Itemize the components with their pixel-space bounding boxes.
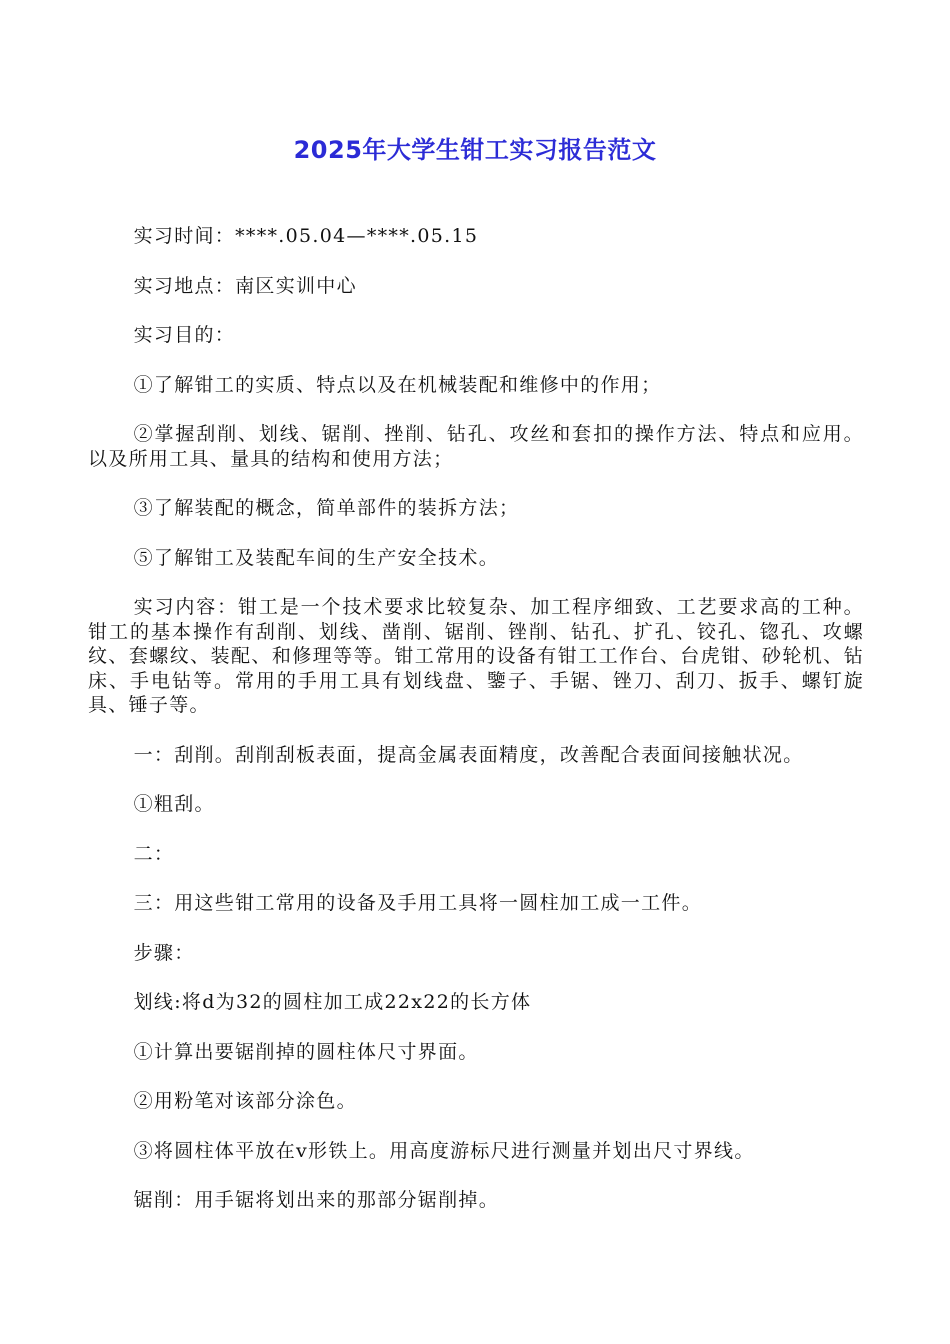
- paragraph-section-one: 一：刮削。刮削刮板表面，提高金属表面精度，改善配合表面间接触状况。: [133, 743, 804, 766]
- paragraph-purpose-3: ③了解装配的概念，简单部件的装拆方法；: [133, 497, 520, 519]
- paragraph-step-1: ①计算出要锯削掉的圆柱体尺寸界面。: [133, 1040, 479, 1063]
- paragraph-section-three: 三：用这些钳工常用的设备及手用工具将一圆柱加工成一工件。: [133, 892, 702, 914]
- paragraph-internship-location: 实习地点：南区实训中心: [133, 274, 357, 297]
- paragraph-internship-purpose: 实习目的：: [133, 324, 236, 346]
- paragraph-rough-scraping: ①粗刮。: [133, 793, 215, 815]
- paragraph-purpose-5: ⑤了解钳工及装配车间的生产安全技术。: [133, 546, 499, 569]
- paragraph-steps: 步骤：: [133, 941, 195, 964]
- paragraph-sawing: 锯削：用手锯将划出来的那部分锯削掉。: [133, 1189, 499, 1211]
- paragraph-section-two: 二：: [133, 842, 175, 865]
- paragraph-step-2: ②用粉笔对该部分涂色。: [133, 1090, 357, 1112]
- document-body: [88, 224, 864, 1238]
- paragraph-internship-time: 实习时间：****.05.04—****.05.15: [133, 225, 479, 247]
- paragraph-purpose-2: ②掌握刮削、划线、锯削、挫削、钻孔、攻丝和套扣的操作方法、特点和应用。以及所用工具、量具的结构和使用方法；: [88, 423, 864, 470]
- document-title: 2025年大学生钳工实习报告范文: [293, 136, 657, 164]
- paragraph-step-3: ③将圆柱体平放在v形铁上。用高度游标尺进行测量并划出尺寸界线。: [133, 1139, 755, 1162]
- paragraph-marking: 划线:将d为32的圆柱加工成22x22的长方体: [133, 991, 532, 1013]
- paragraph-purpose-1: ①了解钳工的实质、特点以及在机械装配和维修中的作用；: [133, 373, 662, 396]
- paragraph-internship-content: 实习内容：钳工是一个技术要求比较复杂、加工程序细致、工艺要求高的工种。钳工的基本操作有刮削、划线、凿削、锯削、锉削、钻孔、扩孔、铰孔、锪孔、攻螺纹、套螺纹、装配、和修理等等。钳工常用的设备有钳工工作台、台虎钳、砂轮机、钻床、手电钻等。常用的手用工具有划线盘、鑒子、手锯、锉刀、刮刀、扳手、螺钉旋具、锤子等。: [88, 596, 864, 716]
